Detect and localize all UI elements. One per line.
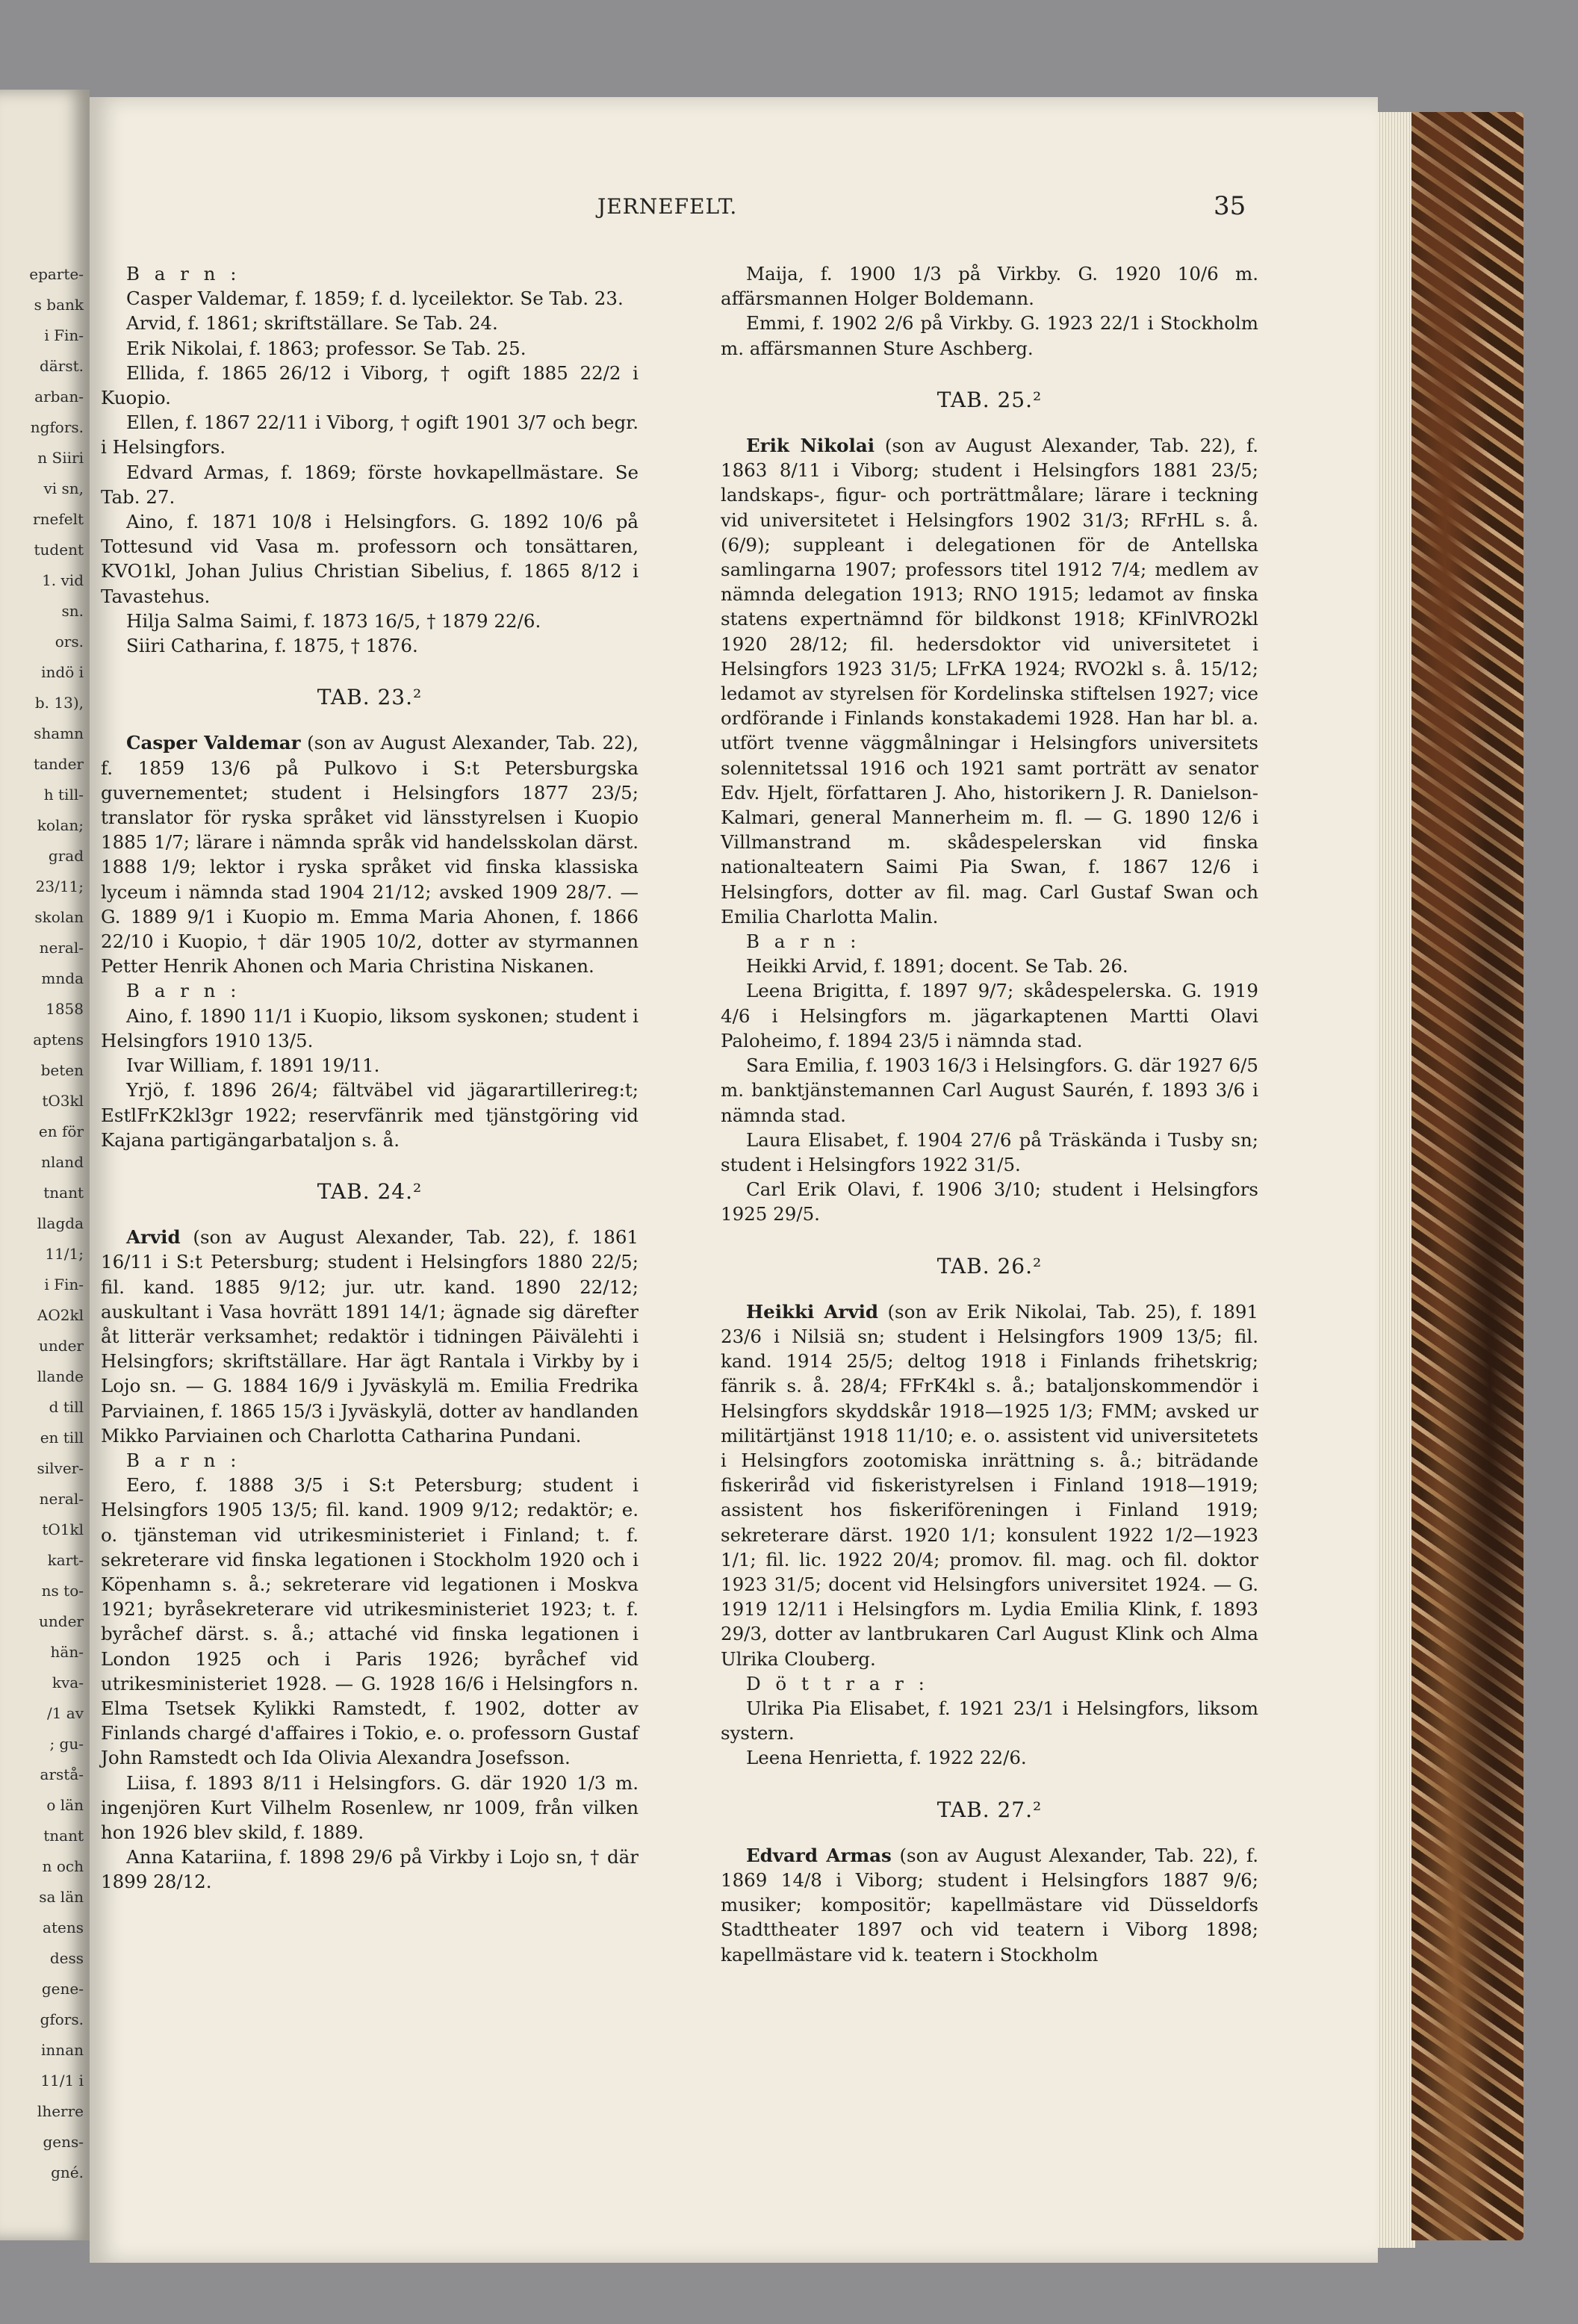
- book-cover: [1411, 112, 1523, 2240]
- table-heading: TAB. 24.²: [317, 1178, 423, 1204]
- previous-page-fragment: en för: [38, 1122, 84, 1140]
- entry-name: Casper Valdemar: [126, 732, 301, 754]
- previous-page-fragment: tnant: [43, 1184, 84, 1202]
- previous-page-fragment: ns to-: [41, 1582, 84, 1600]
- previous-page-fragment: gfors.: [40, 2010, 84, 2028]
- children-heading: B a r n :: [126, 1449, 241, 1471]
- previous-page-fragment: gene-: [41, 1980, 84, 1998]
- entry-paragraph: Ellen, f. 1867 22/11 i Viborg, † ogift 1901 3/7 och begr. i Helsingfors.: [101, 411, 639, 459]
- previous-page-fragment: silver-: [37, 1459, 84, 1477]
- entry-paragraph: Anna Katariina, f. 1898 29/6 på Virkby i Lojo sn, † där 1899 28/12.: [101, 1846, 639, 1893]
- previous-page-fragment: neral-: [39, 939, 84, 957]
- table-heading: TAB. 27.²: [936, 1797, 1043, 1822]
- previous-page-fragment: aptens: [33, 1031, 84, 1048]
- entry-paragraph: Sara Emilia, f. 1903 16/3 i Helsingfors. G. där 1927 6/5 m. banktjänstemannen Carl August Saurén, f. 1893 3/6 i nämnda stad.: [721, 1054, 1258, 1126]
- previous-page-fragment: grad: [48, 847, 84, 865]
- previous-page-fragment: shamn: [34, 724, 84, 742]
- previous-page-fragment: gné.: [51, 2163, 84, 2181]
- previous-page-fragment: tO3kl: [42, 1092, 84, 1110]
- previous-page-fragment: indö i: [41, 663, 84, 681]
- previous-page-fragment: innan: [41, 2041, 84, 2059]
- previous-page-fragment: sa län: [39, 1888, 84, 1906]
- entry-paragraph: Casper Valdemar, f. 1859; f. d. lyceilektor. Se Tab. 23.: [126, 288, 624, 310]
- entry-paragraph: Laura Elisabet, f. 1904 27/6 på Träskända i Tusby sn; student i Helsingfors 1922 31/5.: [721, 1128, 1258, 1175]
- previous-page-fragment: n och: [42, 1857, 84, 1875]
- table-heading: TAB. 25.²: [936, 387, 1043, 412]
- previous-page-fragment: arstå-: [40, 1765, 84, 1783]
- entry-paragraph: Heikki Arvid, f. 1891; docent. Se Tab. 26.: [746, 955, 1128, 978]
- previous-page-fragment: 11/1;: [45, 1245, 84, 1263]
- previous-page-fragment: b. 13),: [34, 694, 84, 712]
- entry-paragraph: Heikki Arvid (son av Erik Nikolai, Tab. 25), f. 1891 23/6 i Nilsiä sn; student i Helsingfors 1909 13/5; fil. kand. 1914 25/5; deltog 1918 i Finlands frihetskrig; fänrik s. å. 28/4; FFrK4kl s. å.; bataljonskommendör i Helsingfors skyddskår 1918—1925 1/3; FMM; avsked ur militärtjänst 1918 11/10; e. o. assistent vid universitetets i Helsingfors zootomiska inrättning s. å.; biträdande fiskeriråd vid fiskeristyrelsen i Finland 1918—1919; assistent hos fiskeriföreningen i Finland 1919; sekreterare därst. 1920 1/1; konsulent 1922 1/2—1923 1/1; fil. lic. 1922 20/4; promov. fil. mag. och fil. doktor 1923 31/5; docent vid Helsingfors universitet 1924. — G. 1919 12/11 i Helsingfors m. Lydia Emilia Klink, f. 1893 29/3, dotter av lantbrukaren Carl August Klink och Alma Ulrika Clouberg.: [721, 1300, 1259, 1670]
- entry-paragraph: Leena Brigitta, f. 1897 9/7; skådespelerska. G. 1919 4/6 i Helsingfors m. jägarkaptenen Martti Olavi Paloheimo, f. 1894 23/5 i nämnda stad.: [721, 980, 1258, 1051]
- previous-page-fragment: ors.: [55, 633, 84, 650]
- table-heading: TAB. 26.²: [936, 1253, 1043, 1278]
- previous-page-fragment: eparte-: [29, 265, 84, 283]
- entry-paragraph: Aino, f. 1890 11/1 i Kuopio, liksom syskonen; student i Helsingfors 1910 13/5.: [101, 1004, 639, 1051]
- previous-page-fragment: en till: [40, 1429, 84, 1447]
- previous-page-fragment: d till: [49, 1398, 84, 1416]
- previous-page-fragment: under: [39, 1612, 84, 1630]
- previous-page-fragment: kva-: [52, 1674, 84, 1691]
- children-heading: B a r n :: [126, 980, 241, 1002]
- previous-page-fragment: 1858: [46, 1000, 84, 1018]
- previous-page-fragment: h till-: [43, 786, 84, 804]
- entry-paragraph: Edvard Armas, f. 1869; förste hovkapellmästare. Se Tab. 27.: [101, 461, 639, 508]
- previous-page-fragment: tnant: [43, 1827, 84, 1845]
- entry-paragraph: Liisa, f. 1893 8/11 i Helsingfors. G. där 1920 1/3 m. ingenjören Kurt Vilhelm Rosenlew, nr 1009, från vilken hon 1926 blev skild, f. 1889.: [101, 1771, 639, 1843]
- book-page: [90, 97, 1378, 2263]
- previous-page-fragment: kolan;: [37, 816, 84, 834]
- previous-page-fragment: beten: [40, 1061, 84, 1079]
- previous-page-fragment: sn.: [61, 602, 84, 620]
- children-heading: B a r n :: [746, 930, 861, 953]
- entry-paragraph: Aino, f. 1871 10/8 i Helsingfors. G. 1892 10/6 på Tottesund vid Vasa m. professorn och tonsättaren, KVO1kl, Johan Julius Christian Sibelius, f. 1865 8/12 i Tavastehus.: [101, 511, 639, 607]
- entry-name: Erik Nikolai: [746, 435, 875, 457]
- previous-page-fragment: gens-: [43, 2133, 84, 2151]
- previous-page-fragment: 1. vid: [42, 571, 84, 589]
- previous-page-fragment: mnda: [41, 969, 84, 987]
- previous-page-fragment: dess: [49, 1949, 84, 1967]
- entry-paragraph: Emmi, f. 1902 2/6 på Virkby. G. 1923 22/1 i Stockholm m. affärsmannen Sture Aschberg.: [721, 312, 1258, 359]
- previous-page-fragment: s bank: [34, 296, 84, 314]
- previous-page-fragment: skolan: [34, 908, 84, 926]
- entry-name: Edvard Armas: [746, 1844, 892, 1866]
- page-header: [90, 191, 1378, 232]
- previous-page-fragment: tander: [33, 755, 84, 773]
- entry-paragraph: Casper Valdemar (son av August Alexander, Tab. 22), f. 1859 13/6 på Pulkovo i S:t Petersburgska guvernementet; student i Helsingfors 1877 23/5; translator för ryska språket vid länsstyrelsen i Kuopio 1885 1/7; lärare i nämnda språk vid handelsskolan därst. 1888 1/9; lektor i ryska språket vid finska klassiska lyceum i nämnda stad 1904 21/12; avsked 1909 28/7. — G. 1889 9/1 i Kuopio m. Emma Maria Ahonen, f. 1866 22/10 i Kuopio, † där 1905 10/2, dotter av styrmannen Petter Henrik Ahonen och Maria Christina Niskanen.: [101, 732, 639, 978]
- previous-page-fragment: ; gu-: [49, 1735, 84, 1753]
- entry-paragraph: Leena Henrietta, f. 1922 22/6.: [746, 1747, 1027, 1769]
- entry-paragraph: Carl Erik Olavi, f. 1906 3/10; student i Helsingfors 1925 29/5.: [721, 1178, 1258, 1225]
- previous-page-fragment: arban-: [34, 388, 84, 406]
- page-edges: [1374, 112, 1415, 2248]
- entry-paragraph: Yrjö, f. 1896 26/4; fältväbel vid jägarartillerireg:t; EstlFrK2kl3gr 1922; reservfänrik med tjänstgöring vid Kajana partigängarbataljon s. å.: [101, 1079, 639, 1151]
- right-column: [721, 261, 1258, 1967]
- entry-paragraph: Arvid, f. 1861; skriftställare. Se Tab. 24.: [126, 312, 498, 335]
- previous-page-fragment: o län: [46, 1796, 84, 1814]
- previous-page-fragment: i Fin-: [44, 326, 84, 344]
- entry-name: Heikki Arvid: [746, 1300, 879, 1323]
- previous-page-fragment: hän-: [50, 1643, 84, 1661]
- running-head: JERNEFELT.: [597, 194, 738, 219]
- previous-page-fragment: llagda: [37, 1214, 84, 1232]
- entry-paragraph: Eero, f. 1888 3/5 i S:t Petersburg; student i Helsingfors 1905 13/5; fil. kand. 1909 9/12; redaktör; e. o. tjänsteman vid utrikesministeriet i Finland; t. f. sekreterare vid finska legationen i Stockholm 1920 och i Köpenhamn s. å.; sekreterare vid legationen i Moskva 1921; byråsekreterare vid utrikesministeriet 1923; t. f. byråchef därst. s. å.; attaché vid finska legationen i London 1925 och i Paris 1926; byråchef vid utrikesministeriet 1928. — G. 1928 16/6 i Helsingfors n. Elma Tsetsek Kylikki Ramstedt, f. 1902, dotter av Finlands chargé d'affaires i Tokio, e. o. professorn Gustaf John Ramstedt och Ida Olivia Alexandra Josefsson.: [101, 1474, 639, 1769]
- previous-page-fragment: n Siiri: [37, 449, 84, 467]
- previous-page-fragment: nland: [41, 1153, 84, 1171]
- entry-name: Arvid: [126, 1226, 181, 1249]
- children-heading: B a r n :: [126, 263, 241, 285]
- entry-paragraph: Arvid (son av August Alexander, Tab. 22), f. 1861 16/11 i S:t Petersburg; student i Helsingfors 1880 22/5; fil. kand. 1885 9/12; jur. utr. kand. 1890 22/12; auskultant i Vasa hovrätt 1891 14/1; ägnade sig därefter åt litterär verksamhet; redaktör i tidningen Päivälehti i Helsingfors; skriftställare. Har ägt Rantala i Virkby by i Lojo sn. — G. 1884 16/9 i Jyväskylä m. Emilia Fredrika Parviainen, f. 1865 15/3 i Jyväskylä, dotter av handlanden Mikko Parviainen och Charlotta Catharina Pundani.: [101, 1226, 639, 1447]
- entry-paragraph: Erik Nikolai, f. 1863; professor. Se Tab. 25.: [126, 337, 526, 359]
- previous-page-fragment: ngfors.: [30, 418, 84, 436]
- entry-paragraph: Erik Nikolai (son av August Alexander, Tab. 22), f. 1863 8/11 i Viborg; student i Helsingfors 1881 23/5; landskaps-, figur- och porträttmålare; lärare i teckning vid universitetet i Helsingfors 1902 31/3; RFrHL s. å. (6/9); suppleant i delegationen för de Antellska samlingarna 1907; professors titel 1912 7/4; medlem av nämnda delegation 1913; RNO 1915; ledamot av finska statens expertnämnd för bildkonst 1918; KFinlVRO2kl 1920 28/12; fil. hedersdoktor vid universitetet i Helsingfors 1923 31/5; LFrKA 1924; RVO2kl s. å. 15/12; ledamot av styrelsen för Kordelinska stiftelsen 1927; vice ordförande i Finlands konstakademi 1928. Han har bl. a. utfört tvenne väggmålningar i Helsingfors universitets solennitetssal 1916 och 1921 samt porträtt av senator Edv. Hjelt, författaren J. Aho, historikern J. R. Danielson-Kalmari, general Mannerheim m. fl. — G. 1890 12/6 i Villmanstrand m. skådespelerskan vid finska nationalteatern Saimi Pia Swan, f. 1867 12/6 i Helsingfors, dotter av fil. mag. Carl Gustaf Swan och Emilia Charlotta Malin.: [721, 435, 1258, 928]
- previous-page-fragment: i Fin-: [44, 1276, 84, 1293]
- previous-page-fragment: under: [39, 1337, 84, 1355]
- previous-page-edge: [0, 90, 90, 2240]
- previous-page-fragment: /1 av: [46, 1704, 84, 1722]
- table-heading: TAB. 23.²: [317, 685, 423, 710]
- previous-page-fragment: tudent: [34, 541, 84, 559]
- previous-page-fragment: llande: [37, 1367, 84, 1385]
- previous-page-fragment: atens: [43, 1918, 84, 1936]
- previous-page-fragment: AO2kl: [37, 1306, 84, 1324]
- previous-page-fragment: lherre: [37, 2102, 84, 2120]
- previous-page-fragment: vi sn,: [43, 479, 84, 497]
- previous-page-fragment: tO1kl: [42, 1520, 84, 1538]
- left-column: [101, 261, 639, 1895]
- entry-paragraph: Siiri Catharina, f. 1875, † 1876.: [126, 635, 418, 657]
- previous-page-fragment: 11/1 i: [40, 2072, 84, 2090]
- children-heading: D ö t t r a r :: [746, 1672, 929, 1694]
- previous-page-fragment: 23/11;: [35, 877, 84, 895]
- entry-paragraph: Ivar William, f. 1891 19/11.: [126, 1054, 380, 1077]
- entry-paragraph: Edvard Armas (son av August Alexander, Tab. 22), f. 1869 14/8 i Viborg; student i Helsingfors 1887 9/6; musiker; kompositör; kapellmästare vid Düsseldorfs Stadttheater 1897 och vid teatern i Viborg 1898; kapellmästare vid k. teatern i Stockholm: [721, 1844, 1258, 1966]
- previous-page-fragment: rnefelt: [33, 510, 84, 528]
- entry-paragraph: Ulrika Pia Elisabet, f. 1921 23/1 i Helsingfors, liksom systern.: [721, 1697, 1258, 1744]
- entry-paragraph: Maija, f. 1900 1/3 på Virkby. G. 1920 10/6 m. affärsmannen Holger Boldemann.: [721, 263, 1258, 310]
- previous-page-fragment: kart-: [47, 1551, 84, 1569]
- previous-page-fragment: därst.: [40, 357, 84, 375]
- previous-page-fragment: neral-: [39, 1490, 84, 1508]
- page-number: 35: [1214, 191, 1246, 221]
- entry-paragraph: Hilja Salma Saimi, f. 1873 16/5, † 1879 22/6.: [126, 609, 541, 632]
- entry-paragraph: Ellida, f. 1865 26/12 i Viborg, † ogift 1885 22/2 i Kuopio.: [101, 361, 639, 409]
